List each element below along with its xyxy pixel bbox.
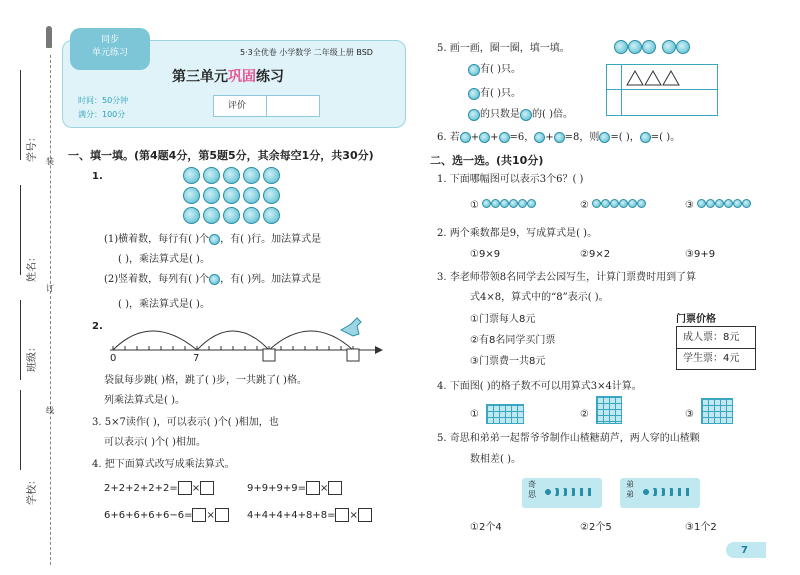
bird-icon (468, 64, 480, 76)
answer-box[interactable] (178, 481, 192, 495)
c5-illustration-2: 弟弟 (620, 478, 700, 508)
c5-option-2[interactable]: ②2个5 (580, 522, 612, 533)
section2-title: 二、选一选。(共10分) (430, 154, 544, 167)
bubble-icon (209, 274, 220, 285)
pear-icon (499, 132, 510, 143)
grade-box: 评价 (213, 95, 320, 117)
c4-option-3[interactable]: ③ (685, 402, 694, 421)
c1-option-3[interactable]: ③ (685, 199, 751, 212)
answer-box[interactable] (200, 481, 214, 495)
binding-strip (0, 0, 60, 575)
tick-label-0: 0 (110, 353, 117, 364)
bird-icon (468, 109, 480, 121)
c4-option-1[interactable]: ① (470, 402, 479, 421)
c5-question-line2: 数相差( )。 (470, 454, 521, 465)
c2-question: 2. 两个乘数都是9，写成算式是( )。 (437, 228, 598, 239)
q3-line2: 可以表示( )个( )相加。 (104, 437, 206, 448)
q5-line-b: 有( )只。 (468, 87, 521, 100)
page-title: 第三单元巩固练习 (172, 69, 284, 85)
number-line-diagram (105, 310, 395, 365)
q2-number: 2. (92, 321, 103, 332)
q4-expr-a: 2+2+2+2+2= × (104, 481, 214, 495)
name-label: 姓名： (27, 252, 38, 282)
answer-box[interactable] (192, 508, 206, 522)
section1-title: 一、填一填。(第4题4分，第5题5分，其余每空1分，共30分) (68, 149, 374, 162)
bird-icons-top (614, 40, 694, 54)
ticket-price-box: 成人票：8元 学生票：4元 (676, 326, 756, 370)
pear-icon (640, 132, 651, 143)
q4-expr-d: 4+4+4+4+8+8= × (247, 508, 372, 522)
rocket-icon (46, 26, 52, 48)
c1-option-2[interactable]: ② (580, 199, 646, 212)
q4-title: 4. 把下面算式改写成乘法算式。 (92, 459, 235, 470)
c1-question: 1. 下面哪幅图可以表示3个6？( ) (437, 174, 584, 185)
apple-icon (599, 132, 610, 143)
apple-icon (554, 132, 565, 143)
answer-box[interactable] (335, 508, 349, 522)
answer-box[interactable] (358, 508, 372, 522)
tick-label-7: 7 (193, 353, 200, 364)
binding-mark-2: 订 (46, 284, 54, 293)
c3-option-1[interactable]: ①门票每人8元 (470, 314, 536, 325)
c5-option-3[interactable]: ③1个2 (685, 522, 717, 533)
q6-line: 6. 若 + + =6， + =8，则 =( )， =( )。 (437, 132, 681, 143)
unit-badge: 同步 单元练习 (70, 28, 150, 70)
book-title: 5·3全优卷 小学数学 二年级上册 BSD (240, 48, 373, 57)
q4-expr-b: 9+9+9+9= × (247, 481, 342, 495)
c2-option-1[interactable]: ①9×9 (470, 249, 501, 260)
q1-a-line1: (1)横着数，每行有( )个 ，有( )行。加法算式是 (104, 234, 322, 245)
q1-b-line1: (2)竖着数，每列有( )个 ，有( )列。加法算式是 (104, 274, 322, 285)
binding-mark-3: 线 (46, 406, 54, 415)
triangle-row (625, 69, 685, 87)
student-no-label: 学号： (27, 132, 38, 162)
c2-option-2[interactable]: ②9×2 (580, 249, 611, 260)
bubble-grid (183, 167, 283, 227)
q1-a-line2: ( )，乘法算式是( )。 (118, 254, 210, 265)
ticket-title: 门票价格 (676, 314, 716, 325)
bird-icon (520, 109, 532, 121)
q1-number: 1. (92, 171, 103, 182)
c3-option-2[interactable]: ②有8名同学买门票 (470, 335, 556, 346)
c2-option-3[interactable]: ③9+9 (685, 249, 716, 260)
q3-line1: 3. 5×7读作( )，可以表示( )个( )相加，也 (92, 417, 279, 428)
pear-icon (534, 132, 545, 143)
q5-line-a: 有( )只。 (468, 63, 521, 76)
q5-drawing-box[interactable] (606, 64, 718, 116)
c4-option-2[interactable]: ② (580, 402, 589, 421)
bird-icon (468, 88, 480, 100)
score-info: 满分：100分 (78, 110, 126, 119)
c4-question: 4. 下面图( )的格子数不可以用算式3×4计算。 (437, 381, 642, 392)
q2-line1: 袋鼠每步跳( )格，跳了( )步，一共跳了( )格。 (104, 375, 307, 386)
answer-box[interactable] (328, 481, 342, 495)
pear-icon (460, 132, 471, 143)
school-label: 学校： (27, 475, 38, 505)
q5-title: 5. 画一画，圈一圈，填一填。 (437, 43, 570, 54)
answer-box[interactable] (215, 508, 229, 522)
q4-expr-c: 6+6+6+6+6−6= × (104, 508, 229, 522)
page-number: 7 (741, 545, 748, 556)
c3-question-line2: 式4×8，算式中的“8”表示( )。 (470, 292, 609, 303)
binding-mark-1: 装 (46, 157, 54, 166)
bubble-icon (209, 234, 220, 245)
c1-option-1[interactable]: ① (470, 199, 536, 212)
time-info: 时间：50分钟 (78, 96, 129, 105)
q5-line-c: 的只数是 的( )倍。 (468, 108, 573, 121)
c5-question-line1: 5. 奇思和弟弟一起帮爷爷制作山楂糖葫芦，两人穿的山楂颗 (437, 433, 700, 444)
answer-box[interactable] (306, 481, 320, 495)
c5-illustration-1: 奇思 (522, 478, 602, 508)
c5-option-1[interactable]: ①2个4 (470, 522, 502, 533)
pear-icon (479, 132, 490, 143)
q2-line2: 列乘法算式是( )。 (104, 395, 185, 406)
c3-question-line1: 3. 李老师带领8名同学去公园写生，计算门票费时用到了算 (437, 272, 697, 283)
class-label: 班级： (27, 342, 38, 372)
q1-b-line2: ( )，乘法算式是( )。 (118, 299, 210, 310)
c3-option-3[interactable]: ③门票费一共8元 (470, 356, 546, 367)
